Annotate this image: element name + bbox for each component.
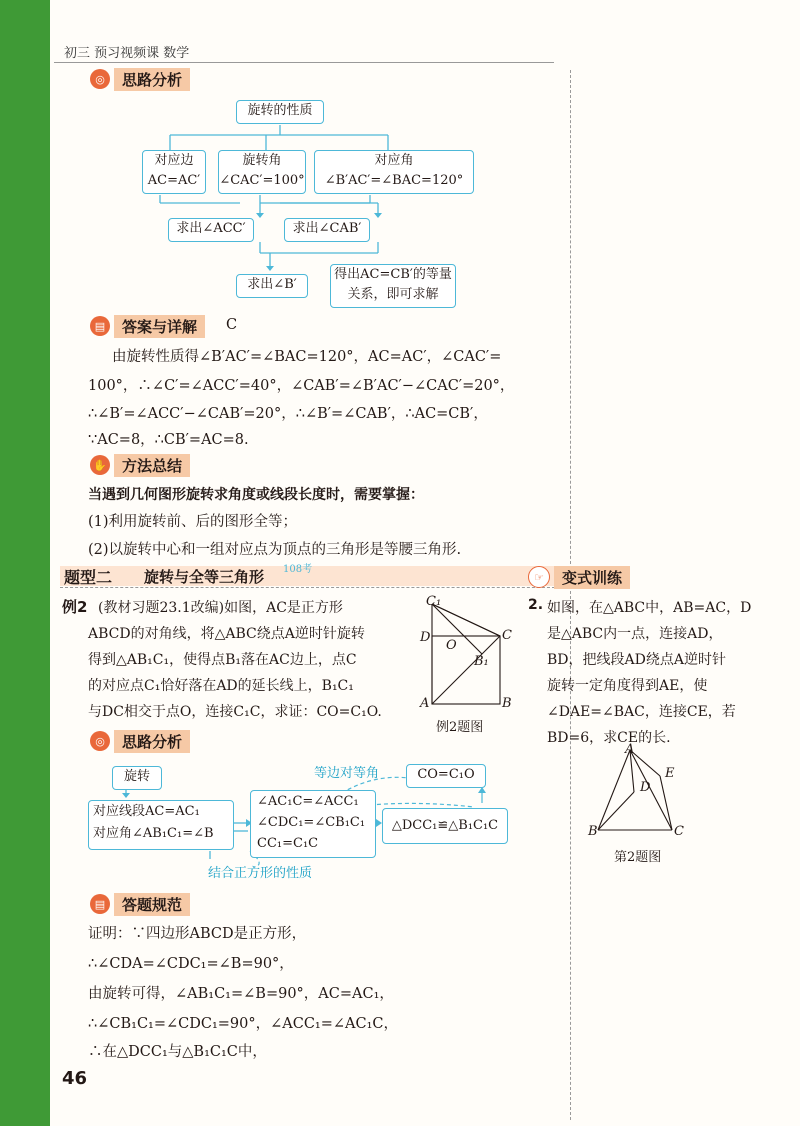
flow1-box-g-line1: 得出AC=CB′的等量 [334,267,452,282]
fig1-label-a: A [420,696,430,711]
proof-line-5: ∴在△DCC₁与△B₁C₁C中， [88,1044,267,1060]
pointing-hand-icon: ☞ [528,566,550,588]
method-line-2: (1)利用旋转前、后的图形全等； [88,514,298,530]
hand-icon: ✋ [90,455,110,475]
flow1-box-b [218,150,306,194]
fig2-label-b: B [588,824,598,839]
variant-figure-caption: 第2题图 [614,850,662,865]
calendar-icon: ▤ [90,894,110,914]
calendar-icon: ▤ [90,316,110,336]
paper [50,0,800,1126]
flow2-result-box: CO=C₁O [406,764,486,788]
flow2-left-line1: 对应线段AC=AC₁ [93,804,200,819]
flow1-box-a [142,150,206,194]
proof-line-4: ∴∠CB₁C₁=∠CDC₁=90°，∠ACC₁=∠AC₁C， [88,1016,399,1032]
section1-heading: ◎ 思路分析 [90,68,190,90]
variant-heading: ☞ 变式训练 [528,566,630,588]
example2-label: 例2 [62,598,88,616]
topic2-label: 题型二 [64,568,113,587]
example2-figure [414,594,534,712]
flow2-note-bottom: 结合正方形的性质 [208,866,313,881]
flow1-box-b-line2: ∠CAC′=100° [219,173,305,188]
page-number: 46 [62,1068,88,1089]
flow2-mid-box [250,790,376,858]
flow2-mid-line3: CC₁=C₁C [257,836,319,851]
flow1-box-c [314,150,474,194]
fig1-label-c: C [502,628,512,643]
brain-icon: ◎ [90,731,110,751]
brain-icon: ◎ [90,69,110,89]
flow2-note-top: 等边对等角 [314,766,380,781]
flow1-box-a-line1: 对应边 [154,153,194,168]
method-line-1: 当遇到几何图形旋转求角度或线段长度时，需要掌握： [88,487,424,503]
proof-heading: ▤ 答题规范 [90,893,190,915]
fig2-label-a: A [625,742,635,757]
variant-line-4: 旋转一定角度得到AE，使 [547,678,708,694]
answer1-line-4: ∵AC=8，∴CB′=AC=8. [88,432,249,448]
variant-line-6: BD=6，求CE的长. [547,730,671,746]
flow1-box-g-line2: 关系，即可求解 [347,287,439,302]
flow2-left-box [88,800,234,850]
proof-line-1: 证明：∵四边形ABCD是正方形， [88,926,307,942]
flow1-box-c-line1: 对应角 [374,153,414,168]
example2-line-3: 得到△AB₁C₁，使得点B₁落在AC边上，点C [88,652,357,668]
flow1-box-g [330,264,456,308]
section2-heading: ◎ 思路分析 [90,730,190,752]
flow1-top-box: 旋转的性质 [236,100,324,124]
topic2-count: 108考 [283,564,313,575]
topic2-title: 旋转与全等三角形 [144,568,265,586]
flow2-mid-line1: ∠AC₁C=∠ACC₁ [257,794,359,809]
answer1-line-3: ∴∠B′=∠ACC′−∠CAB′=20°，∴∠B′=∠CAB′，∴AC=CB′， [88,406,488,422]
example2-line-2: ABCD的对角线，将△ABC绕点A逆时针旋转 [88,626,365,642]
proof-line-3: 由旋转可得，∠AB₁C₁=∠B=90°，AC=AC₁， [88,986,394,1002]
example2-figure-caption: 例2题图 [436,720,484,735]
example2-line-1: (教材习题23.1改编)如图，AC是正方形 [98,600,343,616]
header-title: 初三 预习视频课 数学 [64,46,190,61]
flow1-box-a-line2: AC=AC′ [147,173,201,188]
flow2-mid-line2: ∠CDC₁=∠CB₁C₁ [257,815,366,830]
variant-line-5: ∠DAE=∠BAC，连接CE，若 [547,704,736,720]
fig1-label-c1: C₁ [426,594,442,609]
flow1-box-c-line2: ∠B′AC′=∠BAC=120° [324,173,464,188]
fig1-label-b: B [502,696,512,711]
fig2-label-e: E [665,766,675,781]
variant-line-1: 如图，在△ABC中，AB=AC，D [547,600,752,616]
flow1-box-b-line1: 旋转角 [242,153,282,168]
flow1-box-d: 求出∠ACC′ [168,218,254,242]
fig2-label-c: C [674,824,684,839]
example2-line-5: 与DC相交于点O，连接C₁C，求证：CO=C₁O. [88,704,382,720]
example2-line-4: 的对应点C₁恰好落在AD的延长线上，B₁C₁ [88,678,354,694]
fig1-label-d: D [420,630,431,645]
fig2-label-d: D [640,780,651,795]
header-rule [54,62,554,63]
method-heading: ✋ 方法总结 [90,454,190,476]
flow1-box-e: 求出∠CAB′ [284,218,370,242]
flow2-right-box: △DCC₁≌△B₁C₁C [382,808,508,844]
answer1-line-1: 由旋转性质得∠B′AC′=∠BAC=120°，AC=AC′，∠CAC′= [112,349,502,365]
flow2-rotate-box: 旋转 [112,766,162,790]
fig1-label-o: O [446,638,457,653]
flow2-left-line2: 对应角∠AB₁C₁=∠B [93,826,214,841]
flow1-box-f: 求出∠B′ [236,274,308,298]
answer1-choice: C [226,317,238,333]
fig1-label-b1: B₁ [474,654,489,669]
variant-number: 2. [528,597,544,613]
topic2-rule [60,587,560,588]
answer1-heading: ▤ 答案与详解 [90,315,205,337]
variant-line-2: 是△ABC内一点，连接AD， [547,626,723,642]
answer1-line-2: 100°，∴∠C′=∠ACC′=40°，∠CAB′=∠B′AC′−∠CAC′=20°， [88,378,515,394]
variant-line-3: BD，把线段AD绕点A逆时针 [547,652,726,668]
proof-line-2: ∴∠CDA=∠CDC₁=∠B=90°， [88,956,294,972]
column-divider [570,70,571,1120]
method-line-3: (2)以旋转中心和一组对应点为顶点的三角形是等腰三角形. [88,542,462,558]
